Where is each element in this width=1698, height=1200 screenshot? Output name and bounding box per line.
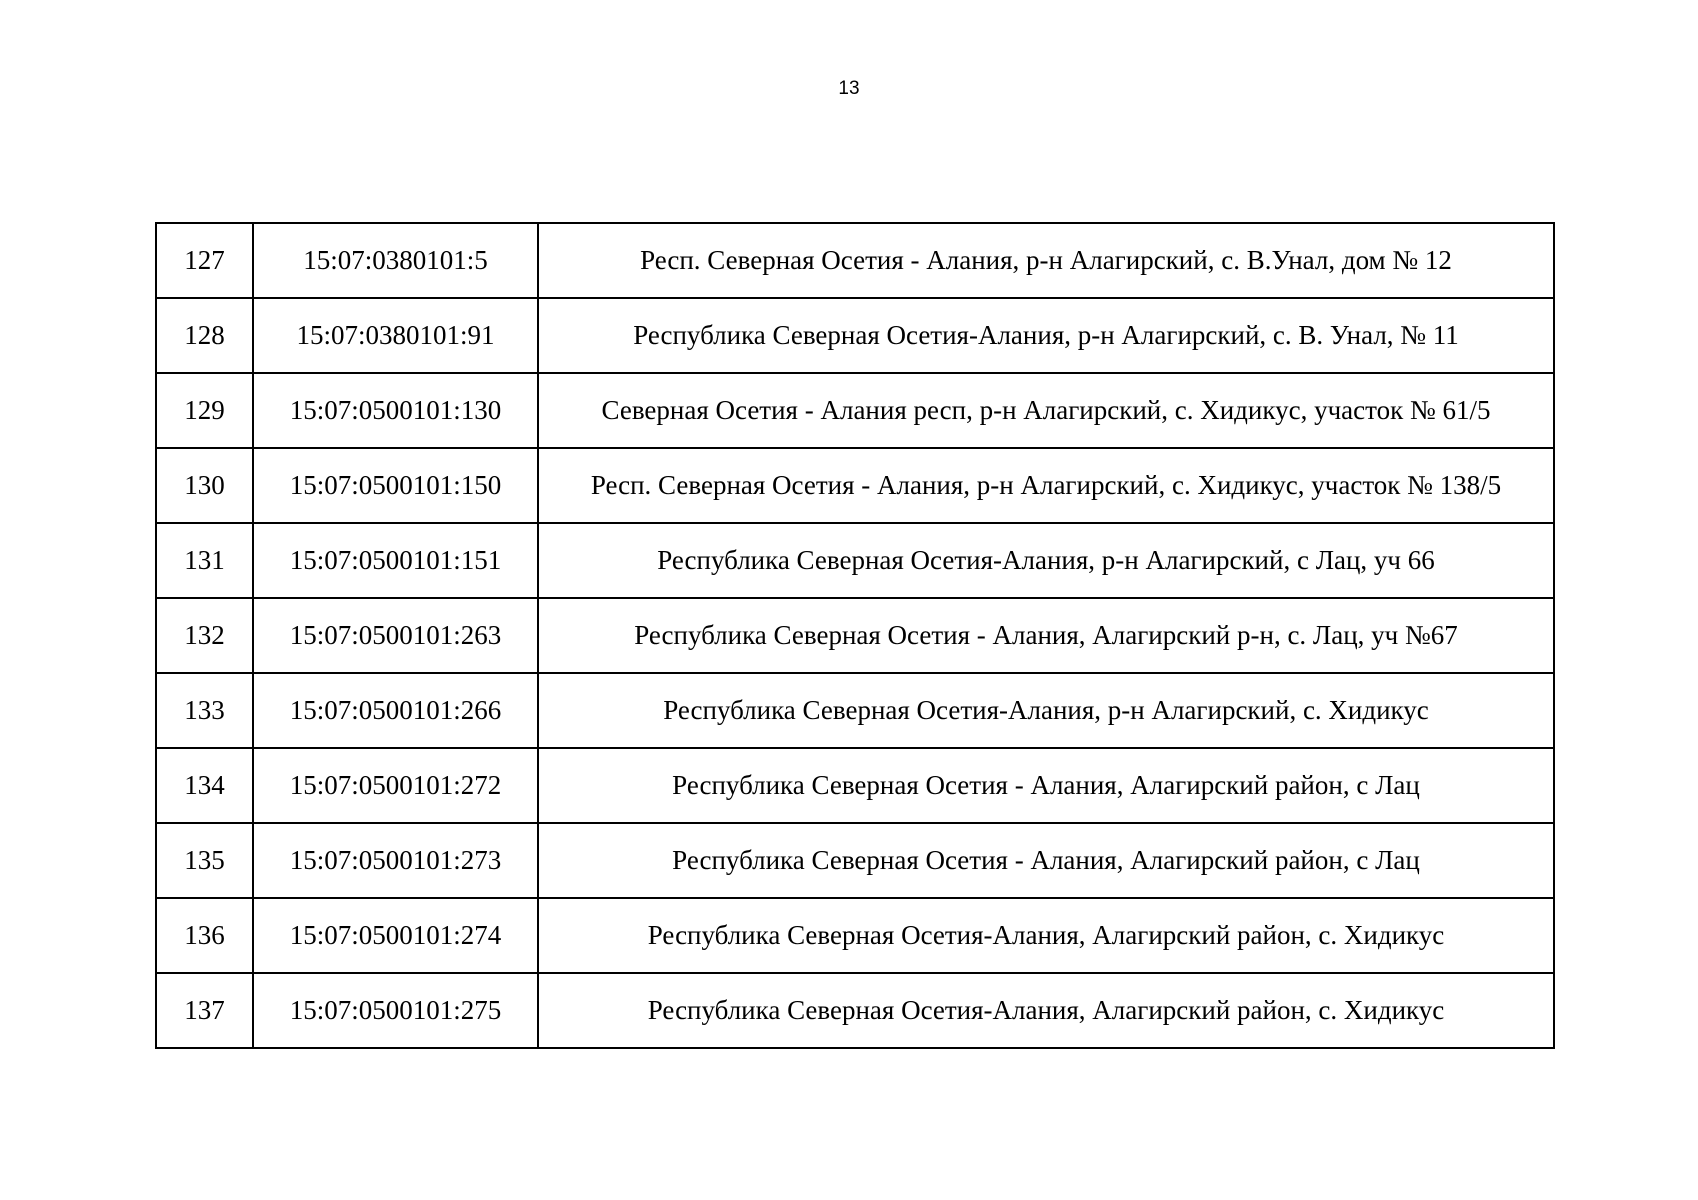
cadastral-number-cell: 15:07:0380101:5 [253,223,538,298]
table-row [156,523,1554,598]
address-cell: Республика Северная Осетия - Алания, Алагирский район, с Лац [538,823,1554,898]
cadastral-number-cell: 15:07:0500101:274 [253,898,538,973]
land-parcel-table [155,222,1555,1049]
table-row [156,448,1554,523]
cadastral-number-cell: 15:07:0500101:272 [253,748,538,823]
row-number-cell: 130 [156,448,253,523]
table-row [156,298,1554,373]
row-number-cell: 127 [156,223,253,298]
table-row [156,673,1554,748]
cadastral-number-cell: 15:07:0500101:266 [253,673,538,748]
cadastral-number-cell: 15:07:0500101:275 [253,973,538,1048]
cadastral-number-cell: 15:07:0500101:263 [253,598,538,673]
address-cell: Респ. Северная Осетия - Алания, р-н Алагирский, с. Хидикус, участок № 138/5 [538,448,1554,523]
cadastral-number-cell: 15:07:0500101:151 [253,523,538,598]
row-number-cell: 135 [156,823,253,898]
table-body [156,223,1554,1048]
table-row [156,748,1554,823]
cadastral-number-cell: 15:07:0500101:273 [253,823,538,898]
cadastral-number-cell: 15:07:0380101:91 [253,298,538,373]
address-cell: Республика Северная Осетия - Алания, Алагирский район, с Лац [538,748,1554,823]
table-row [156,223,1554,298]
address-cell: Респ. Северная Осетия - Алания, р-н Алагирский, с. В.Унал, дом № 12 [538,223,1554,298]
row-number-cell: 137 [156,973,253,1048]
page-number: 13 [838,78,860,99]
table-row [156,898,1554,973]
address-cell: Республика Северная Осетия - Алания, Алагирский р-н, с. Лац, уч №67 [538,598,1554,673]
row-number-cell: 134 [156,748,253,823]
row-number-cell: 136 [156,898,253,973]
row-number-cell: 132 [156,598,253,673]
table-row [156,598,1554,673]
address-cell: Северная Осетия - Алания респ, р-н Алагирский, с. Хидикус, участок № 61/5 [538,373,1554,448]
row-number-cell: 133 [156,673,253,748]
address-cell: Республика Северная Осетия-Алания, Алагирский район, с. Хидикус [538,973,1554,1048]
row-number-cell: 131 [156,523,253,598]
address-cell: Республика Северная Осетия-Алания, р-н Алагирский, с. В. Унал, № 11 [538,298,1554,373]
address-cell: Республика Северная Осетия-Алания, р-н Алагирский, с. Хидикус [538,673,1554,748]
address-cell: Республика Северная Осетия-Алания, Алагирский район, с. Хидикус [538,898,1554,973]
row-number-cell: 129 [156,373,253,448]
table-row [156,823,1554,898]
cadastral-number-cell: 15:07:0500101:130 [253,373,538,448]
address-cell: Республика Северная Осетия-Алания, р-н Алагирский, с Лац, уч 66 [538,523,1554,598]
table-row [156,973,1554,1048]
table-row [156,373,1554,448]
cadastral-number-cell: 15:07:0500101:150 [253,448,538,523]
row-number-cell: 128 [156,298,253,373]
